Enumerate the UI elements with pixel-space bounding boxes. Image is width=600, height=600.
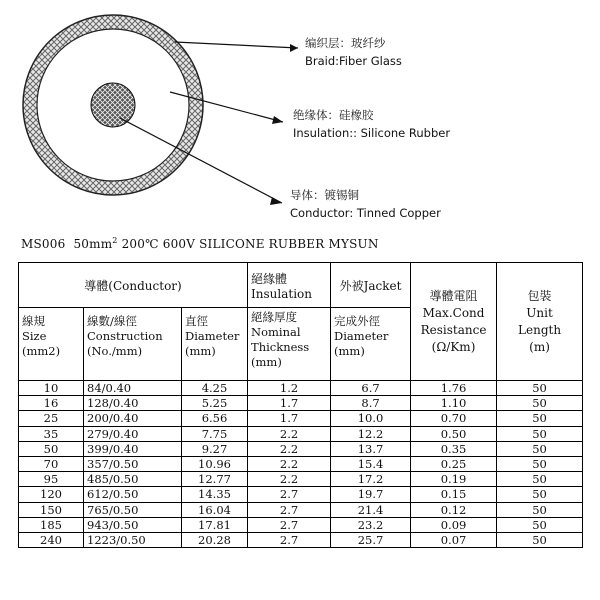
- thickness-cell: 2.7: [248, 517, 331, 532]
- construction-l3: (No./mm): [87, 344, 143, 358]
- insulation-label: [293, 106, 450, 142]
- thickness-header: [248, 308, 331, 381]
- table-row: [19, 396, 583, 411]
- diameter-l1: 直徑: [185, 314, 208, 328]
- caption-size: 50mm: [73, 237, 113, 251]
- unit-length-cell: 50: [497, 532, 583, 547]
- thickness-cell: 1.7: [248, 411, 331, 426]
- resistance-l4: (Ω/Km): [431, 339, 476, 354]
- resistance-cell: 0.12: [411, 502, 497, 517]
- resistance-cell: 0.19: [411, 472, 497, 487]
- thickness-cell: 1.7: [248, 396, 331, 411]
- thickness-l3: Thickness: [251, 340, 310, 354]
- outer-diameter-cell: 12.2: [331, 426, 411, 441]
- thickness-l1: 絕緣厚度: [251, 310, 298, 324]
- size-cell: 25: [19, 411, 84, 426]
- resistance-cell: 0.09: [411, 517, 497, 532]
- diameter-cell: 17.81: [182, 517, 248, 532]
- construction-header: [84, 308, 182, 381]
- unit-l3: Length: [518, 322, 562, 337]
- size-cell: 70: [19, 456, 84, 471]
- unit-length-cell: 50: [497, 426, 583, 441]
- thickness-cell: 1.2: [248, 381, 331, 396]
- construction-cell: 200/0.40: [84, 411, 182, 426]
- cable-cross-section-diagram: [0, 0, 600, 232]
- caption-model: MS006: [21, 237, 66, 251]
- resistance-cell: 1.76: [411, 381, 497, 396]
- outer-l1: 完成外徑: [334, 314, 381, 328]
- outer-diameter-cell: 17.2: [331, 472, 411, 487]
- resistance-header: [411, 263, 497, 381]
- resistance-l3: Resistance: [420, 322, 487, 337]
- group-jacket-header: 外被Jacket: [331, 263, 411, 308]
- table-row: [19, 411, 583, 426]
- spec-table-body: [19, 381, 583, 548]
- braid-leader-arrow: [290, 44, 298, 52]
- thickness-l4: (mm): [251, 355, 282, 369]
- diameter-cell: 7.75: [182, 426, 248, 441]
- unit-length-cell: 50: [497, 396, 583, 411]
- braid-leader-line: [175, 42, 298, 48]
- construction-cell: 128/0.40: [84, 396, 182, 411]
- outer-l3: (mm): [334, 344, 365, 358]
- outer-diameter-cell: 15.4: [331, 456, 411, 471]
- diameter-l2: Diameter: [185, 329, 240, 343]
- size-cell: 240: [19, 532, 84, 547]
- construction-cell: 1223/0.50: [84, 532, 182, 547]
- unit-l4: (m): [529, 339, 550, 354]
- thickness-cell: 2.2: [248, 456, 331, 471]
- conductor-label: [290, 186, 441, 222]
- group-insulation-l2: Insulation: [251, 286, 312, 301]
- size-cell: 95: [19, 472, 84, 487]
- resistance-l2: Max.Cond: [422, 305, 485, 320]
- caption-size-sup: 2: [112, 236, 118, 245]
- outer-diameter-cell: 21.4: [331, 502, 411, 517]
- size-cell: 185: [19, 517, 84, 532]
- size-header: [19, 308, 84, 381]
- construction-cell: 357/0.50: [84, 456, 182, 471]
- outer-diameter-cell: 8.7: [331, 396, 411, 411]
- diameter-cell: 4.25: [182, 381, 248, 396]
- outer-diameter-cell: 25.7: [331, 532, 411, 547]
- braid-label: [305, 34, 402, 70]
- conductor-leader-arrow: [270, 197, 282, 205]
- size-cell: 10: [19, 381, 84, 396]
- resistance-cell: 0.15: [411, 487, 497, 502]
- resistance-cell: 0.50: [411, 426, 497, 441]
- resistance-cell: 0.25: [411, 456, 497, 471]
- table-row: [19, 441, 583, 456]
- construction-cell: 943/0.50: [84, 517, 182, 532]
- group-insulation-l1: 絕緣體: [251, 271, 288, 286]
- group-conductor-header: 導體(Conductor): [19, 263, 248, 308]
- size-l3: (mm2): [22, 344, 61, 358]
- thickness-cell: 2.2: [248, 441, 331, 456]
- diameter-cell: 16.04: [182, 502, 248, 517]
- table-row: [19, 381, 583, 396]
- resistance-cell: 0.70: [411, 411, 497, 426]
- thickness-l2: Nominal: [251, 325, 301, 339]
- outer-diameter-cell: 10.0: [331, 411, 411, 426]
- outer-diameter-header: [331, 308, 411, 381]
- construction-l2: Construction: [87, 329, 163, 343]
- resistance-cell: 0.07: [411, 532, 497, 547]
- unit-length-cell: 50: [497, 472, 583, 487]
- unit-length-cell: 50: [497, 517, 583, 532]
- resistance-cell: 0.35: [411, 441, 497, 456]
- insulation-label-en: Insulation:: Silicone Rubber: [293, 126, 451, 140]
- product-caption: [21, 236, 581, 251]
- size-l2: Size: [22, 329, 47, 343]
- unit-length-header: [497, 263, 583, 381]
- header-row-groups: [19, 263, 583, 308]
- size-cell: 16: [19, 396, 84, 411]
- construction-cell: 84/0.40: [84, 381, 182, 396]
- table-row: [19, 517, 583, 532]
- unit-length-cell: 50: [497, 381, 583, 396]
- diameter-cell: 6.56: [182, 411, 248, 426]
- diameter-cell: 14.35: [182, 487, 248, 502]
- unit-length-cell: 50: [497, 456, 583, 471]
- unit-length-cell: 50: [497, 502, 583, 517]
- diameter-l3: (mm): [185, 344, 216, 358]
- size-cell: 120: [19, 487, 84, 502]
- group-insulation-header: [248, 263, 331, 308]
- diameter-cell: 20.28: [182, 532, 248, 547]
- size-cell: 35: [19, 426, 84, 441]
- braid-label-en: Braid:Fiber Glass: [305, 54, 402, 68]
- table-row: [19, 456, 583, 471]
- resistance-cell: 1.10: [411, 396, 497, 411]
- diameter-header: [182, 308, 248, 381]
- caption-rest: 200℃ 600V SILICONE RUBBER MYSUN: [117, 237, 379, 251]
- outer-diameter-cell: 19.7: [331, 487, 411, 502]
- insulation-leader-arrow: [272, 116, 283, 124]
- unit-l1: 包裝: [527, 288, 552, 303]
- unit-length-cell: 50: [497, 487, 583, 502]
- size-l1: 線規: [22, 314, 45, 328]
- thickness-cell: 2.7: [248, 502, 331, 517]
- unit-l2: Unit: [526, 305, 553, 320]
- thickness-cell: 2.2: [248, 426, 331, 441]
- size-cell: 150: [19, 502, 84, 517]
- resistance-l1: 導體電阻: [429, 288, 478, 303]
- conductor-label-en: Conductor: Tinned Copper: [290, 206, 441, 220]
- unit-length-cell: 50: [497, 411, 583, 426]
- table-row: [19, 502, 583, 517]
- outer-diameter-cell: 13.7: [331, 441, 411, 456]
- conductor-label-zh: 导体：镀锡铜: [290, 188, 359, 202]
- table-row: [19, 472, 583, 487]
- diameter-cell: 5.25: [182, 396, 248, 411]
- outer-diameter-cell: 6.7: [331, 381, 411, 396]
- braid-label-zh: 编织层：玻纤纱: [305, 36, 386, 50]
- diameter-cell: 9.27: [182, 441, 248, 456]
- conductor-core: [91, 83, 135, 127]
- diameter-cell: 10.96: [182, 456, 248, 471]
- construction-cell: 765/0.50: [84, 502, 182, 517]
- construction-cell: 279/0.40: [84, 426, 182, 441]
- unit-length-cell: 50: [497, 441, 583, 456]
- table-row: [19, 487, 583, 502]
- construction-l1: 線數/線徑: [87, 314, 137, 328]
- table-row: [19, 532, 583, 547]
- table-row: [19, 426, 583, 441]
- construction-cell: 485/0.50: [84, 472, 182, 487]
- insulation-label-zh: 绝缘体：硅橡胶: [293, 108, 374, 122]
- outer-diameter-cell: 23.2: [331, 517, 411, 532]
- thickness-cell: 2.7: [248, 487, 331, 502]
- construction-cell: 612/0.50: [84, 487, 182, 502]
- thickness-cell: 2.2: [248, 472, 331, 487]
- construction-cell: 399/0.40: [84, 441, 182, 456]
- thickness-cell: 2.7: [248, 532, 331, 547]
- size-cell: 50: [19, 441, 84, 456]
- outer-l2: Diameter: [334, 329, 389, 343]
- spec-table: [18, 262, 583, 548]
- diameter-cell: 12.77: [182, 472, 248, 487]
